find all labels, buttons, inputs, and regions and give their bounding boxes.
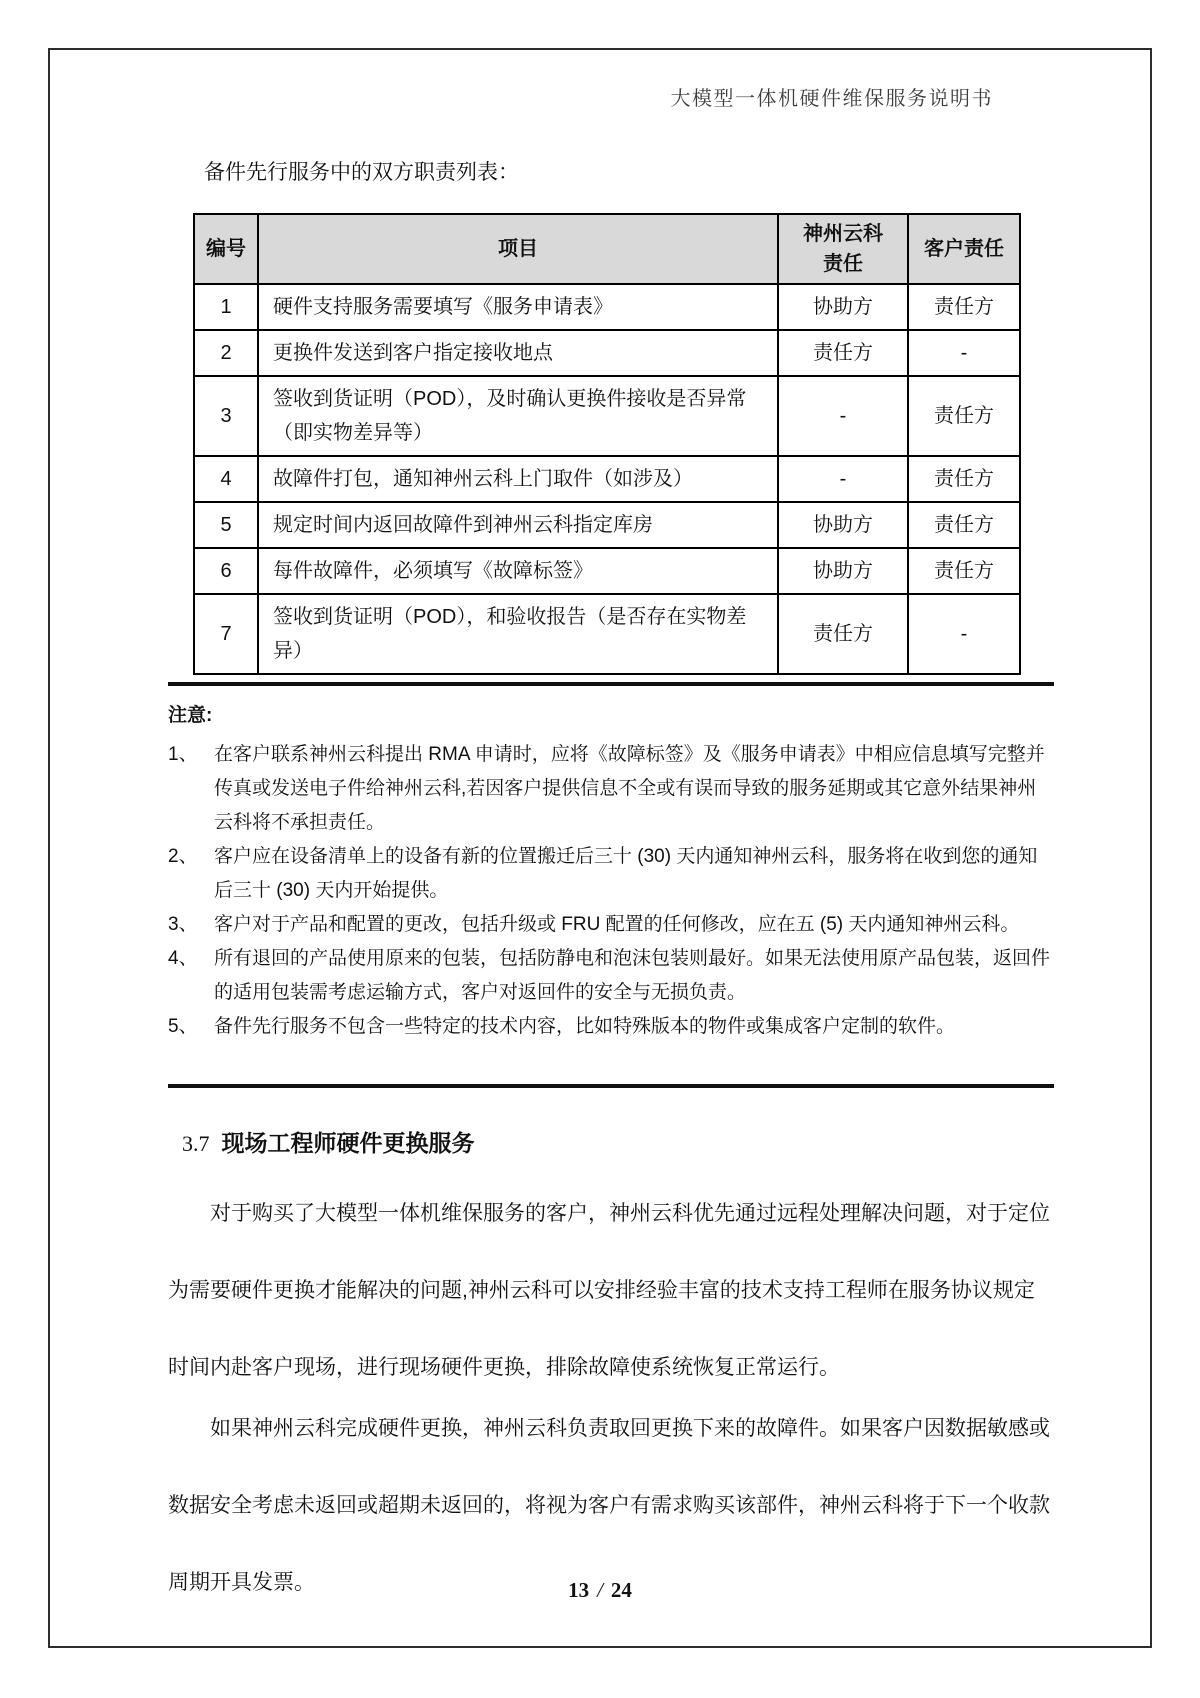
section-number: 3.7 bbox=[182, 1131, 210, 1156]
column-header-number: 编号 bbox=[194, 214, 258, 284]
note-marker: 3、 bbox=[168, 914, 198, 935]
cell-vendor-responsibility: 协助方 bbox=[778, 502, 908, 548]
cell-customer-responsibility: 责任方 bbox=[908, 284, 1020, 330]
page-footer bbox=[0, 1578, 1200, 1603]
section-heading bbox=[182, 1126, 1054, 1161]
table-row bbox=[194, 330, 1020, 376]
table-row bbox=[194, 548, 1020, 594]
cell-customer-responsibility: - bbox=[908, 330, 1020, 376]
cell-item: 故障件打包，通知神州云科上门取件（如涉及） bbox=[258, 456, 778, 502]
note-text: 备件先行服务不包含一些特定的技术内容，比如特殊版本的物件或集成客户定制的软件。 bbox=[214, 1016, 956, 1037]
body-paragraph: 对于购买了大模型一体机维保服务的客户，神州云科优先通过远程处理解决问题，对于定位为需要硬件更换才能解决的问题,神州云科可以安排经验丰富的技术支持工程师在服务协议规定时间内赴客户现场，进行现场硬件更换，排除故障使系统恢复正常运行。 bbox=[168, 1202, 1050, 1379]
cell-number: 6 bbox=[194, 548, 258, 594]
note-text: 客户对于产品和配置的更改，包括升级或 FRU 配置的任何修改，应在五 (5) 天内通知神州云科。 bbox=[214, 914, 1020, 935]
note-text: 在客户联系神州云科提出 RMA 申请时，应将《故障标签》及《服务申请表》中相应信息填写完整并传真或发送电子件给神州云科,若因客户提供信息不全或有误而导致的服务延期或其它意外结果神州云科将不承担责任。 bbox=[214, 744, 1045, 833]
table-row bbox=[194, 284, 1020, 330]
cell-vendor-responsibility: - bbox=[778, 456, 908, 502]
cell-item: 规定时间内返回故障件到神州云科指定库房 bbox=[258, 502, 778, 548]
cell-number: 7 bbox=[194, 594, 258, 674]
section-title: 现场工程师硬件更换服务 bbox=[221, 1130, 475, 1156]
notes-label: 注意: bbox=[168, 705, 213, 726]
note-marker: 2、 bbox=[168, 846, 198, 867]
cell-item: 签收到货证明（POD），和验收报告（是否存在实物差异） bbox=[258, 594, 778, 674]
cell-item: 更换件发送到客户指定接收地点 bbox=[258, 330, 778, 376]
cell-vendor-responsibility: 协助方 bbox=[778, 284, 908, 330]
note-item bbox=[168, 908, 1054, 942]
note-item bbox=[168, 1010, 1054, 1044]
cell-customer-responsibility: 责任方 bbox=[908, 502, 1020, 548]
total-pages: 24 bbox=[610, 1578, 632, 1602]
note-item bbox=[168, 738, 1054, 840]
body-paragraph: 如果神州云科完成硬件更换，神州云科负责取回更换下来的故障件。如果客户因数据敏感或数据安全考虑未返回或超期未返回的，将视为客户有需求购买该部件，神州云科将于下一个收款周期开具发票。 bbox=[168, 1417, 1050, 1594]
cell-number: 1 bbox=[194, 284, 258, 330]
body-paragraphs bbox=[168, 1175, 1054, 1621]
note-text: 所有退回的产品使用原来的包装，包括防静电和泡沫包装则最好。如果无法使用原产品包装，返回件的适用包装需考虑运输方式，客户对返回件的安全与无损负责。 bbox=[214, 948, 1051, 1003]
cell-vendor-responsibility: 责任方 bbox=[778, 330, 908, 376]
column-header-customer-responsibility: 客户责任 bbox=[908, 214, 1020, 284]
notes-list bbox=[168, 738, 1054, 1044]
page-number: 13 bbox=[568, 1578, 590, 1602]
table-row bbox=[194, 594, 1020, 674]
cell-customer-responsibility: - bbox=[908, 594, 1020, 674]
note-item bbox=[168, 840, 1054, 908]
cell-number: 4 bbox=[194, 456, 258, 502]
cell-number: 2 bbox=[194, 330, 258, 376]
horizontal-rule bbox=[168, 682, 1054, 686]
table-row bbox=[194, 376, 1020, 456]
cell-number: 3 bbox=[194, 376, 258, 456]
cell-number: 5 bbox=[194, 502, 258, 548]
note-marker: 4、 bbox=[168, 948, 198, 969]
page-content bbox=[168, 158, 1054, 1621]
note-item bbox=[168, 942, 1054, 1010]
note-marker: 1、 bbox=[168, 744, 198, 765]
table-header-row bbox=[194, 214, 1020, 284]
cell-vendor-responsibility: 责任方 bbox=[778, 594, 908, 674]
cell-vendor-responsibility: 协助方 bbox=[778, 548, 908, 594]
cell-customer-responsibility: 责任方 bbox=[908, 456, 1020, 502]
table-row bbox=[194, 456, 1020, 502]
cell-customer-responsibility: 责任方 bbox=[908, 376, 1020, 456]
cell-item: 硬件支持服务需要填写《服务申请表》 bbox=[258, 284, 778, 330]
note-text: 客户应在设备清单上的设备有新的位置搬迁后三十 (30) 天内通知神州云科，服务将在收到您的通知后三十 (30) 天内开始提供。 bbox=[214, 846, 1038, 901]
page-separator: / bbox=[597, 1578, 603, 1602]
responsibility-table bbox=[193, 213, 1021, 675]
cell-item: 每件故障件，必须填写《故障标签》 bbox=[258, 548, 778, 594]
document-header-title: 大模型一体机硬件维保服务说明书 bbox=[670, 88, 993, 110]
table-intro-text: 备件先行服务中的双方职责列表： bbox=[204, 161, 519, 184]
column-header-vendor-responsibility: 神州云科 责任 bbox=[778, 214, 908, 284]
column-header-item: 项目 bbox=[258, 214, 778, 284]
cell-item: 签收到货证明（POD），及时确认更换件接收是否异常（即实物差异等） bbox=[258, 376, 778, 456]
table-row bbox=[194, 502, 1020, 548]
note-marker: 5、 bbox=[168, 1016, 198, 1037]
cell-customer-responsibility: 责任方 bbox=[908, 548, 1020, 594]
cell-vendor-responsibility: - bbox=[778, 376, 908, 456]
horizontal-rule bbox=[168, 1084, 1054, 1088]
